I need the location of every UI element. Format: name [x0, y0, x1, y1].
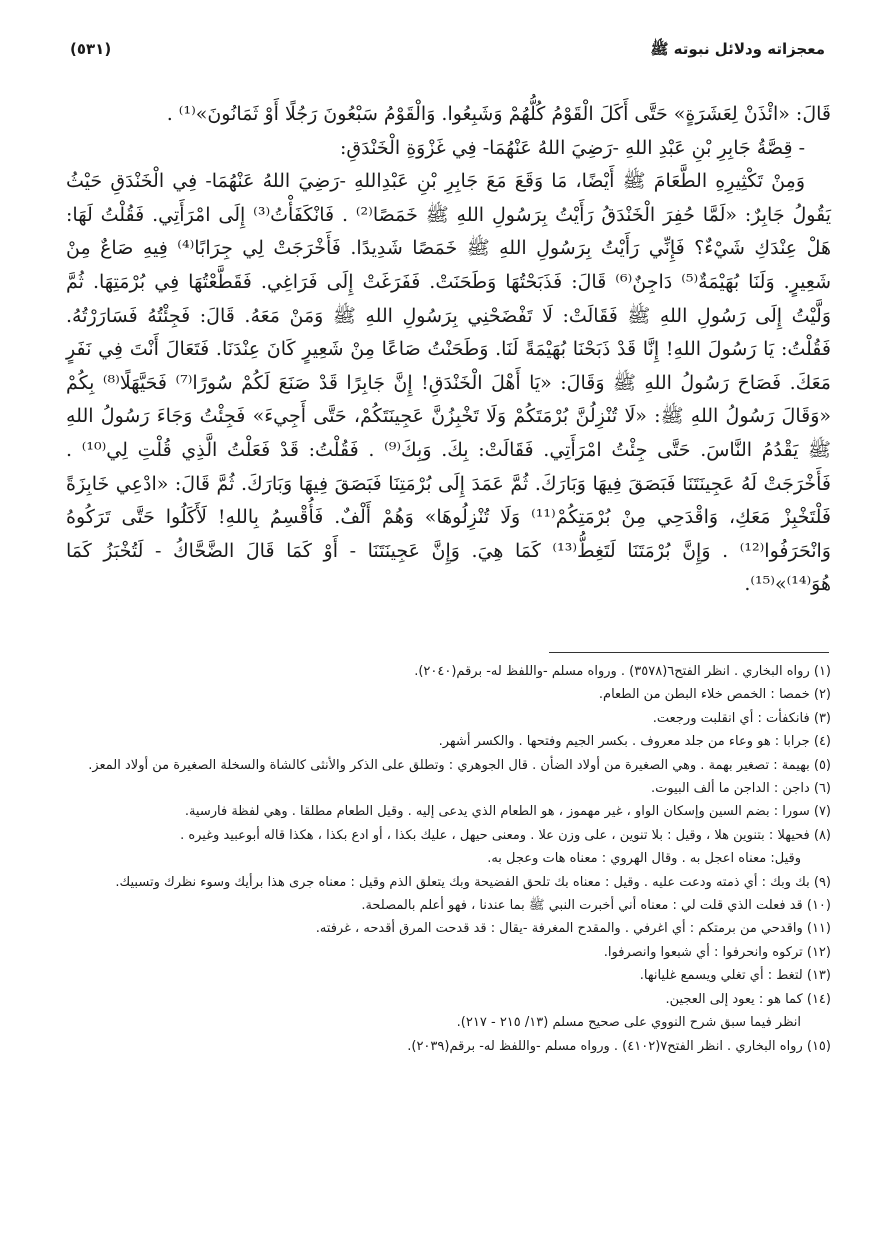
footnote-5: (٥) بهيمة : تصغير بهمة . وهي الصغيرة من أولاد الضأن . قال الجوهري : وتطلق على الذكر والأنثى كالشاة والسخلة الصغيرة من أولاد المعز. [88, 757, 831, 773]
footnote-14: (١٤) كما هو : يعود إلى العجين. [665, 991, 831, 1007]
page-number: (٥٣١) [70, 40, 112, 58]
running-title: معجزاته ودلائل نبوته ﷺ [650, 40, 825, 58]
footnotes [66, 660, 831, 1058]
footnote-8-continuation: وقيل: معناه اعجل به . وقال الهروي : معناه هات وعجل به. [487, 851, 801, 867]
footnote-4: (٤) جرابا : هو وعاء من جلد معروف . بكسر الجيم وفتحها . والكسر أشهر. [438, 734, 831, 750]
paragraph-2: وَمِنْ تَكْثِيرِهِ الطَّعَامَ ﷺ أَيْضًا، مَا وَقَعَ مَعَ جَابِرِ بْنِ عَبْدِاللهِ -رَضِيَ اللهُ عَنْهُمَا- فِي الْخَنْدَقِ حَيْثُ يَقُولُ جَابِرٌ: «لَمَّا حُفِرَ الْخَنْدَقُ رَأَيْتُ بِرَسُولِ اللهِ ﷺ خَمَصًا⁽²⁾ . فَانْكَفَأْتُ⁽³⁾ إِلَى امْرَأَتِي. فَقُلْتُ لَهَا: هَلْ عِنْدَكِ شَيْءٌ؟ فَإِنِّي رَأَيْتُ بِرَسُولِ اللهِ ﷺ خَمَصًا شَدِيدًا. فَأَخْرَجَتْ لِي جِرَابًا⁽⁴⁾ فِيهِ صَاعٌ مِنْ شَعِيرٍ. وَلَنَا بُهَيْمَةٌ⁽⁵⁾ دَاجِنٌ⁽⁶⁾ قَالَ: فَذَبَحْتُهَا وَطَحَنَتْ. فَفَرَغَتْ إِلَى فَرَاغِي. فَقَطَّعْتُهَا فِي بُرْمَتِهَا. ثُمَّ وَلَّيْتُ إِلَى رَسُولِ اللهِ ﷺ فَقَالَتْ: لَا تَفْضَحْنِي بِرَسُولِ اللهِ ﷺ وَمَنْ مَعَهُ. قَالَ: فَجِئْتُهُ فَسَارَرْتُهُ. فَقُلْتُ: يَا رَسُولَ اللهِ! إِنَّا قَدْ ذَبَحْنَا بُهَيْمَةً لَنَا. وَطَحَنْتُ صَاعًا مِنْ شَعِيرٍ كَانَ عِنْدَنَا. فَتَعَالَ أَنْتَ فِي نَفَرٍ مَعَكَ. فَصَاحَ رَسُولُ اللهِ ﷺ وَقَالَ: «يَا أَهْلَ الْخَنْدَقِ! إِنَّ جَابِرًا قَدْ صَنَعَ لَكُمْ سُورًا⁽⁷⁾ فَحَيَّهَلًا⁽⁸⁾ بِكُمْ «وَقَالَ رَسُولُ اللهِ ﷺ: «لَا تُنْزِلُنَّ بُرْمَتَكُمْ وَلَا تَخْبِزُنَّ عَجِينَتَكُمْ، حَتَّى أَجِيءَ» فَجِئْتُ وَجَاءَ رَسُولُ اللهِ ﷺ يَقْدُمُ النَّاسَ. حَتَّى جِئْتُ امْرَأَتِي. فَقَالَتْ: بِكَ. وَبِكَ⁽⁹⁾ . فَقُلْتُ: قَدْ فَعَلْتُ الَّذِي قُلْتِ لِي⁽¹⁰⁾ . فَأَخْرَجَتْ لَهُ عَجِينَتَنَا فَبَصَقَ فِيهَا وَبَارَكَ. ثُمَّ عَمَدَ إِلَى بُرْمَتِنَا فَبَصَقَ فِيهَا وَبَارَكَ. ثُمَّ قَالَ: «ادْعِي خَابِزَةً فَلْتَخْبِزْ مَعَكِ، وَاقْدَحِي مِنْ بُرْمَتِكُمْ⁽¹¹⁾ وَلَا تُنْزِلُوهَا» وَهُمْ أَلْفٌ. فَأُقْسِمُ بِاللهِ! لَأَكَلُوا حَتَّى تَرَكُوهُ وَانْحَرَفُوا⁽¹²⁾ . وَإِنَّ بُرْمَتَنَا لَتَغِطُّ⁽¹³⁾ كَمَا هِيَ. وَإِنَّ عَجِينَتَنَا - أَوْ كَمَا قَالَ الضَّحَّاكُ - لَتُخْبَزُ كَمَا هُوَ⁽¹⁴⁾»⁽¹⁵⁾. [66, 170, 832, 596]
footnote-10: (١٠) قد فعلت الذي قلت لي : معناه أني أخبرت النبي ﷺ بما عندنا ، فهو أعلم بالمصلحة. [361, 898, 831, 914]
footnote-12: (١٢) تركوه وانحرفوا : أي شبعوا وانصرفوا. [603, 944, 831, 960]
footnote-14-continuation: انظر فيما سبق شرح النووي على صحيح مسلم (١٣/ ٢١٥ - ٢١٧). [456, 1015, 801, 1031]
footnote-11: (١١) واقدحي من برمتكم : أي اغرفي . والمقدح المغرفة -يقال : قد قدحت المرق أقدحه ، غرفته. [315, 921, 831, 937]
footnote-13: (١٣) لتغط : أي تغلي ويسمع غليانها. [639, 968, 831, 984]
footnote-6: (٦) داجن : الداجن ما ألف البيوت. [650, 781, 831, 797]
footnote-9: (٩) بك وبك : أي ذمته ودعت عليه . وقيل : معناه بك تلحق الفضيحة وبك يتعلق الذم وقيل : معناه جرى هذا برأيك وسوء نظرك وتسبيك. [115, 874, 831, 890]
paragraph-1: قَالَ: «ائْذَنْ لِعَشَرَةٍ» حَتَّى أَكَلَ الْقَوْمُ كُلُّهُمْ وَشَبِعُوا. وَالْقَوْمُ سَبْعُونَ رَجُلًا أَوْ ثَمَانُونَ»⁽¹⁾ . [166, 103, 831, 125]
footnote-8: (٨) فحيهلا : بتنوين هلا ، وقيل : بلا تنوين ، على وزن علا . ومعنى حيهل ، عليك بكذا ، أو ادع بكذا ، هكذا قاله أبوعبيد وغيره . [180, 827, 831, 843]
footnote-7: (٧) سورا : بضم السين وإسكان الواو ، غير مهموز ، هو الطعام الذي يدعى إليه . وقيل الطعام مطلقا . وهي لفظة فارسية. [184, 804, 831, 820]
footnote-1: (١) رواه البخاري . انظر الفتح٦(٣٥٧٨) . ورواه مسلم -واللفظ له- برقم(٢٠٤٠). [414, 664, 831, 679]
footnote-2: (٢) خمصا : الخمص خلاء البطن من الطعام. [598, 687, 831, 703]
footnote-divider [549, 652, 829, 653]
section-heading: - قِصَّةُ جَابِرِ بْنِ عَبْدِ اللهِ -رَضِيَ اللهُ عَنْهُمَا- فِي غَزْوَةِ الْخَنْدَقِ: [339, 136, 805, 159]
main-text [66, 98, 831, 602]
footnote-15: (١٥) رواه البخاري . انظر الفتح٧(٤١٠٢) . ورواه مسلم -واللفظ له- برقم(٢٠٣٩). [407, 1038, 831, 1054]
running-header [70, 40, 825, 70]
footnote-3: (٣) فانكفأت : أي انقلبت ورجعت. [652, 710, 831, 726]
